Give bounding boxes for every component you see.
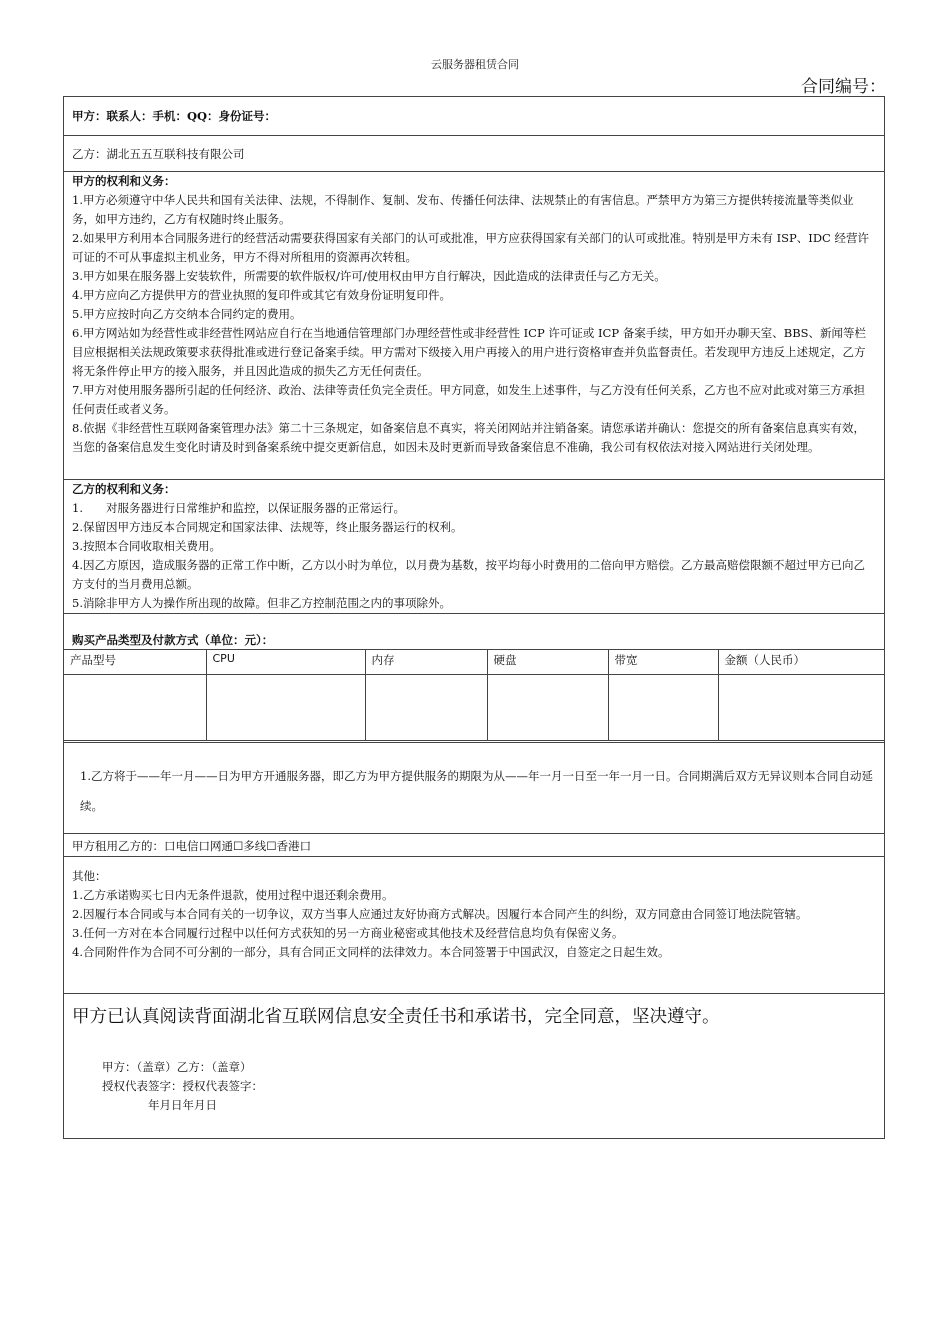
product-heading: 购买产品类型及付款方式（单位：元）： bbox=[72, 633, 274, 647]
other-section bbox=[64, 856, 884, 993]
product-table-row bbox=[64, 675, 884, 741]
cell-bandwidth[interactable] bbox=[608, 675, 718, 741]
party-b-rights-item: 1. 对服务器进行日常维护和监控，以保证服务器的正常运行。 bbox=[72, 501, 405, 515]
party-a-rights-item: 1.甲方必须遵守中华人民共和国有关法律、法规，不得制作、复制、发布、传播任何法律、法规禁止的有害信息。严禁甲方为第三方提供转接流量等类似业务，如甲方违约，乙方有权随时终止服务。 bbox=[72, 193, 854, 226]
party-b-rights-heading: 乙方的权利和义务： bbox=[72, 482, 176, 496]
party-a-rights-heading: 甲方的权利和义务： bbox=[72, 174, 176, 188]
party-a-rights-item: 5.甲方应按时向乙方交纳本合同约定的费用。 bbox=[72, 307, 302, 321]
party-b-rights-section bbox=[64, 479, 884, 613]
party-a-header bbox=[64, 97, 884, 135]
contract-number-label: 合同编号： bbox=[801, 77, 886, 97]
col-header-cpu: CPU bbox=[206, 650, 365, 675]
col-header-memory: 内存 bbox=[365, 650, 487, 675]
document-title: 云服务器租赁合同 bbox=[431, 58, 519, 71]
party-b-rights-item: 3.按照本合同收取相关费用。 bbox=[72, 539, 221, 553]
other-item: 1.乙方承诺购买七日内无条件退款，使用过程中退还剩余费用。 bbox=[72, 888, 394, 902]
cell-model[interactable] bbox=[64, 675, 206, 741]
contract-frame bbox=[63, 96, 885, 1139]
col-header-amount: 金额（人民币） bbox=[718, 650, 884, 675]
date-line: 年月日年月日 bbox=[148, 1098, 217, 1112]
party-b-row bbox=[64, 135, 884, 171]
party-a-rights-item: 2.如果甲方利用本合同服务进行的经营活动需要获得国家有关部门的认可或批准，甲方应获得国家有关部门的认可或批准。特别是甲方未有 ISP、IDC 经营许可证的不可从事虚拟主机业务，甲方不得对所租用的资源再次转租。 bbox=[72, 231, 869, 264]
signature-section bbox=[64, 993, 884, 1138]
cell-disk[interactable] bbox=[487, 675, 608, 741]
party-b-rights-item: 2.保留因甲方违反本合同规定和国家法律、法规等，终止服务器运行的权利。 bbox=[72, 520, 463, 534]
rental-row bbox=[64, 833, 884, 856]
representative-line: 授权代表签字：授权代表签字： bbox=[102, 1079, 263, 1093]
party-b-rights-item: 4.因乙方原因，造成服务器的正常工作中断，乙方以小时为单位，以月费为基数，按平均每小时费用的二倍向甲方赔偿。乙方最高赔偿限额不超过甲方已向乙方支付的当月费用总额。 bbox=[72, 558, 865, 591]
party-a-rights-item: 4.甲方应向乙方提供甲方的营业执照的复印件或其它有效身份证明复印件。 bbox=[72, 288, 451, 302]
seal-line: 甲方：（盖章）乙方：（盖章） bbox=[102, 1060, 252, 1074]
col-header-model: 产品型号 bbox=[64, 650, 206, 675]
product-table bbox=[64, 649, 884, 741]
party-a-rights-item: 7.甲方对使用服务器所引起的任何经济、政治、法律等责任负完全责任。甲方同意，如发生上述事件，与乙方没有任何关系，乙方也不应对此或对第三方承担任何责任或者义务。 bbox=[72, 383, 865, 416]
product-heading-row bbox=[64, 613, 884, 649]
party-b-rights-item: 5.消除非甲方人为操作所出现的故障。但非乙方控制范围之内的事项除外。 bbox=[72, 596, 451, 610]
term-clause-section bbox=[64, 742, 884, 833]
party-a-rights-section bbox=[64, 171, 884, 479]
party-a-rights-item: 3.甲方如果在服务器上安装软件，所需要的软件版权/许可/使用权由甲方自行解决，因此造成的法律责任与乙方无关。 bbox=[72, 269, 666, 283]
col-header-disk: 硬盘 bbox=[487, 650, 608, 675]
party-b-text: 乙方：湖北五五互联科技有限公司 bbox=[72, 147, 245, 161]
cell-cpu[interactable] bbox=[206, 675, 365, 741]
other-item: 4.合同附件作为合同不可分割的一部分，具有合同正文同样的法律效力。本合同签署于中国武汉，自签定之日起生效。 bbox=[72, 945, 670, 959]
cell-amount[interactable] bbox=[718, 675, 884, 741]
col-header-bandwidth: 带宽 bbox=[608, 650, 718, 675]
rental-options-text: 甲方租用乙方的：口电信口网通☐多线☐香港口 bbox=[72, 839, 312, 853]
agreement-statement: 甲方已认真阅读背面湖北省互联网信息安全责任书和承诺书，完全同意，坚决遵守。 bbox=[72, 1007, 720, 1027]
party-a-rights-item: 6.甲方网站如为经营性或非经营性网站应自行在当地通信管理部门办理经营性或非经营性 ICP 许可证或 ICP 备案手续，甲方如开办聊天室、BBS、新闻等栏目应根据相关法规政策要求获得批准或进行登记备案手续。甲方需对下级接入用户再接入的用户进行资格审查并负监督责任。若发现甲方违反上述规定，乙方将无条件停止甲方的接入服务，并且因此造成的损失乙方无任何责任。 bbox=[72, 326, 867, 378]
party-a-rights-item: 8.依据《非经营性互联网备案管理办法》第二十三条规定，如备案信息不真实，将关闭网站并注销备案。请您承诺并确认：您提交的所有备案信息真实有效，当您的备案信息发生变化时请及时到备案系统中提交更新信息，如因未及时更新而导致备案信息不准确，我公司有权依法对接入网站进行关闭处理。 bbox=[72, 421, 865, 454]
product-table-header-row bbox=[64, 650, 884, 675]
product-table-wrap bbox=[64, 649, 884, 742]
cell-memory[interactable] bbox=[365, 675, 487, 741]
other-item: 3.任何一方对在本合同履行过程中以任何方式获知的另一方商业秘密或其他技术及经营信息均负有保密义务。 bbox=[72, 926, 624, 940]
other-heading: 其他： bbox=[72, 869, 107, 883]
other-item: 2.因履行本合同或与本合同有关的一切争议，双方当事人应通过友好协商方式解决。因履行本合同产生的纠纷，双方同意由合同签订地法院管辖。 bbox=[72, 907, 808, 921]
party-a-header-text: 甲方：联系人：手机：QQ：身份证号： bbox=[72, 109, 277, 123]
term-clause-text: 1.乙方将于——年一月——日为甲方开通服务器，即乙方为甲方提供服务的期限为从——年一月一日至一年一月一日。合同期满后双方无异议则本合同自动延续。 bbox=[80, 769, 873, 813]
